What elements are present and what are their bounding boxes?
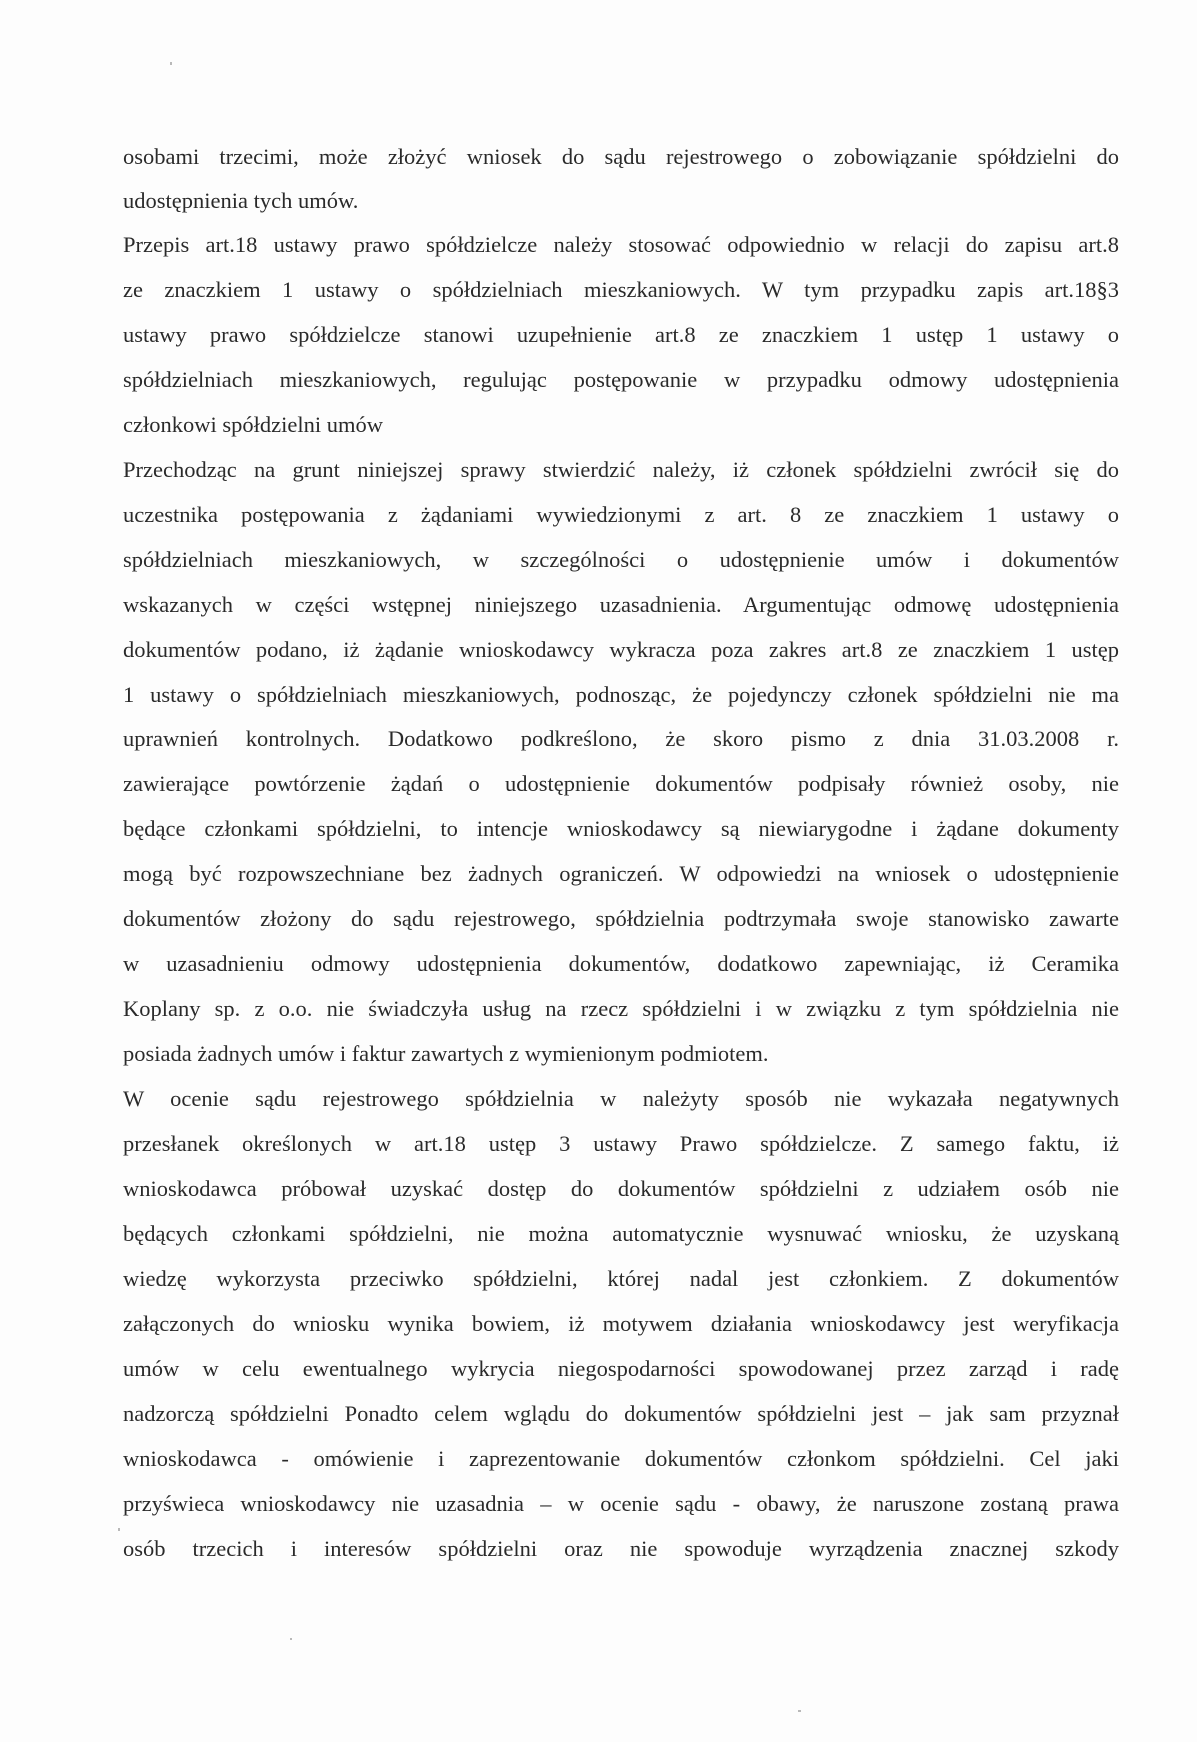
text-line: Przepis art.18 ustawy prawo spółdzielcze należy stosować odpowiednio w relacji do zapisu art.8 xyxy=(123,232,1119,257)
text-line: wnioskodawca próbował uzyskać dostęp do dokumentów spółdzielni z udziałem osób nie xyxy=(123,1176,1119,1201)
text-line: ustawy prawo spółdzielcze stanowi uzupełnienie art.8 ze znaczkiem 1 ustęp 1 ustawy o xyxy=(123,322,1119,347)
text-line: uczestnika postępowania z żądaniami wywiedzionymi z art. 8 ze znaczkiem 1 ustawy o xyxy=(123,502,1119,527)
text-line: wiedzę wykorzysta przeciwko spółdzielni, której nadal jest członkiem. Z dokumentów xyxy=(123,1266,1119,1291)
text-line: wnioskodawca - omówienie i zaprezentowanie dokumentów członkom spółdzielni. Cel jaki xyxy=(123,1446,1119,1471)
text-line: osobami trzecimi, może złożyć wniosek do sądu rejestrowego o zobowiązanie spółdzielni do xyxy=(123,144,1119,169)
text-line: dokumentów złożony do sądu rejestrowego, spółdzielnia podtrzymała swoje stanowisko zawarte xyxy=(123,906,1119,931)
text-line: będących członkami spółdzielni, nie można automatycznie wysnuwać wniosku, że uzyskaną xyxy=(123,1221,1119,1246)
scan-speck xyxy=(798,1710,801,1712)
text-line: nadzorczą spółdzielni Ponadto celem wglądu do dokumentów spółdzielni jest – jak sam przyznał xyxy=(123,1401,1119,1426)
text-line: spółdzielniach mieszkaniowych, regulując postępowanie w przypadku odmowy udostępnienia xyxy=(123,367,1119,392)
scan-speck xyxy=(118,1528,120,1531)
text-line: umów w celu ewentualnego wykrycia niegospodarności spowodowanej przez zarząd i radę xyxy=(123,1356,1119,1381)
scan-speck xyxy=(290,1638,292,1640)
text-line: posiada żadnych umów i faktur zawartych z wymienionym podmiotem. xyxy=(123,1041,769,1066)
text-line: dokumentów podano, iż żądanie wnioskodawcy wykracza poza zakres art.8 ze znaczkiem 1 ustęp xyxy=(123,637,1119,662)
text-line: wskazanych w części wstępnej niniejszego uzasadnienia. Argumentując odmowę udostępnienia xyxy=(123,592,1119,617)
text-line: W ocenie sądu rejestrowego spółdzielnia w należyty sposób nie wykazała negatywnych xyxy=(123,1086,1119,1111)
text-line: w uzasadnieniu odmowy udostępnienia dokumentów, dodatkowo zapewniając, iż Ceramika xyxy=(123,951,1119,976)
text-line: załączonych do wniosku wynika bowiem, iż motywem działania wnioskodawcy jest weryfikacja xyxy=(123,1311,1119,1336)
text-line: spółdzielniach mieszkaniowych, w szczególności o udostępnienie umów i dokumentów xyxy=(123,547,1119,572)
text-line: mogą być rozpowszechniane bez żadnych ograniczeń. W odpowiedzi na wniosek o udostępnienie xyxy=(123,861,1119,886)
text-line: Koplany sp. z o.o. nie świadczyła usług na rzecz spółdzielni i w związku z tym spółdzielnia nie xyxy=(123,996,1119,1021)
text-line: ze znaczkiem 1 ustawy o spółdzielniach mieszkaniowych. W tym przypadku zapis art.18§3 xyxy=(123,277,1119,302)
text-line: przesłanek określonych w art.18 ustęp 3 ustawy Prawo spółdzielcze. Z samego faktu, iż xyxy=(123,1131,1119,1156)
scan-speck xyxy=(170,62,172,65)
text-line: będące członkami spółdzielni, to intencje wnioskodawcy są niewiarygodne i żądane dokumenty xyxy=(123,816,1119,841)
text-line: przyświeca wnioskodawcy nie uzasadnia – w ocenie sądu - obawy, że naruszone zostaną prawa xyxy=(123,1491,1119,1516)
text-line: udostępnienia tych umów. xyxy=(123,188,359,213)
text-line: zawierające powtórzenie żądań o udostępnienie dokumentów podpisały również osoby, nie xyxy=(123,771,1119,796)
text-line: 1 ustawy o spółdzielniach mieszkaniowych, podnosząc, że pojedynczy członek spółdzielni nie ma xyxy=(123,682,1119,707)
text-line: uprawnień kontrolnych. Dodatkowo podkreślono, że skoro pismo z dnia 31.03.2008 r. xyxy=(123,726,1119,751)
text-line: Przechodząc na grunt niniejszej sprawy stwierdzić należy, iż członek spółdzielni zwrócił się do xyxy=(123,457,1119,482)
text-line: członkowi spółdzielni umów xyxy=(123,412,383,437)
text-line: osób trzecich i interesów spółdzielni oraz nie spowoduje wyrządzenia znacznej szkody xyxy=(123,1536,1119,1561)
